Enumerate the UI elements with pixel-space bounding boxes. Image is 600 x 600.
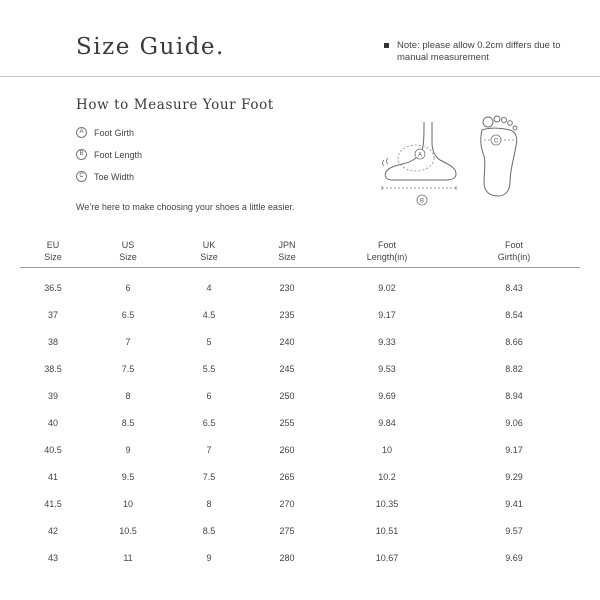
header-uk-size: UK Size	[170, 235, 248, 268]
measurement-legend	[76, 127, 142, 193]
header-eu-size: EU Size	[20, 235, 86, 268]
header-foot-length: Foot Length(in)	[326, 235, 448, 268]
letter-c-icon: C	[76, 171, 87, 182]
table-row: 37 6.5 4.5 235 9.17 8.54	[47, 309, 523, 320]
table-row: 41.5 10 8 270 10.35 9.41	[44, 498, 523, 509]
table-row: 36.5 6 4 230 9.02 8.43	[44, 282, 523, 293]
table-row: 42 10.5 8.5 275 10.51 9.57	[47, 525, 523, 536]
table-row: 40.5 9 7 260 10 9.17	[44, 444, 523, 455]
legend-label: Foot Length	[94, 149, 143, 160]
legend-item-toe-width	[76, 171, 142, 182]
header-foot-girth: Foot Girth(in)	[448, 235, 580, 268]
letter-a-icon: A	[76, 127, 87, 138]
size-chart-table	[20, 235, 580, 571]
table-row: 38.5 7.5 5.5 245 9.53 8.82	[44, 363, 523, 374]
header-jpn-size: JPN Size	[248, 235, 326, 268]
table-row: 41 9.5 7.5 265 10.2 9.29	[47, 471, 523, 482]
legend-item-foot-length	[76, 149, 142, 160]
note-text: Note: please allow 0.2cm differs due to manual measurement	[397, 40, 561, 63]
tagline: We’re here to make choosing your shoes a little easier.	[76, 202, 295, 212]
letter-b-icon: B	[76, 149, 87, 160]
foot-side-view-icon	[378, 120, 462, 212]
page-title: Size Guide.	[76, 34, 225, 60]
section-title: How to Measure Your Foot	[76, 97, 274, 113]
diagram-label-c: C	[493, 138, 499, 145]
legend-item-foot-girth	[76, 127, 142, 138]
table-row: 43 11 9 280 10.67 9.69	[47, 552, 523, 563]
header-us-size: US Size	[86, 235, 170, 268]
table-row: 39 8 6 250 9.69 8.94	[47, 390, 523, 401]
diagram-label-b: B	[419, 198, 425, 205]
legend-label: Toe Width	[94, 171, 135, 182]
foot-sole-view-icon	[470, 112, 530, 200]
diagram-label-a: A	[417, 152, 423, 159]
table-row: 40 8.5 6.5 255 9.84 9.06	[47, 417, 523, 428]
bullet-icon	[384, 43, 389, 48]
table-header-row	[20, 235, 580, 268]
measurement-note	[384, 40, 584, 64]
legend-label: Foot Girth	[94, 127, 135, 138]
table-row: 38 7 5 240 9.33 8.66	[47, 336, 523, 347]
header-divider	[0, 76, 600, 77]
